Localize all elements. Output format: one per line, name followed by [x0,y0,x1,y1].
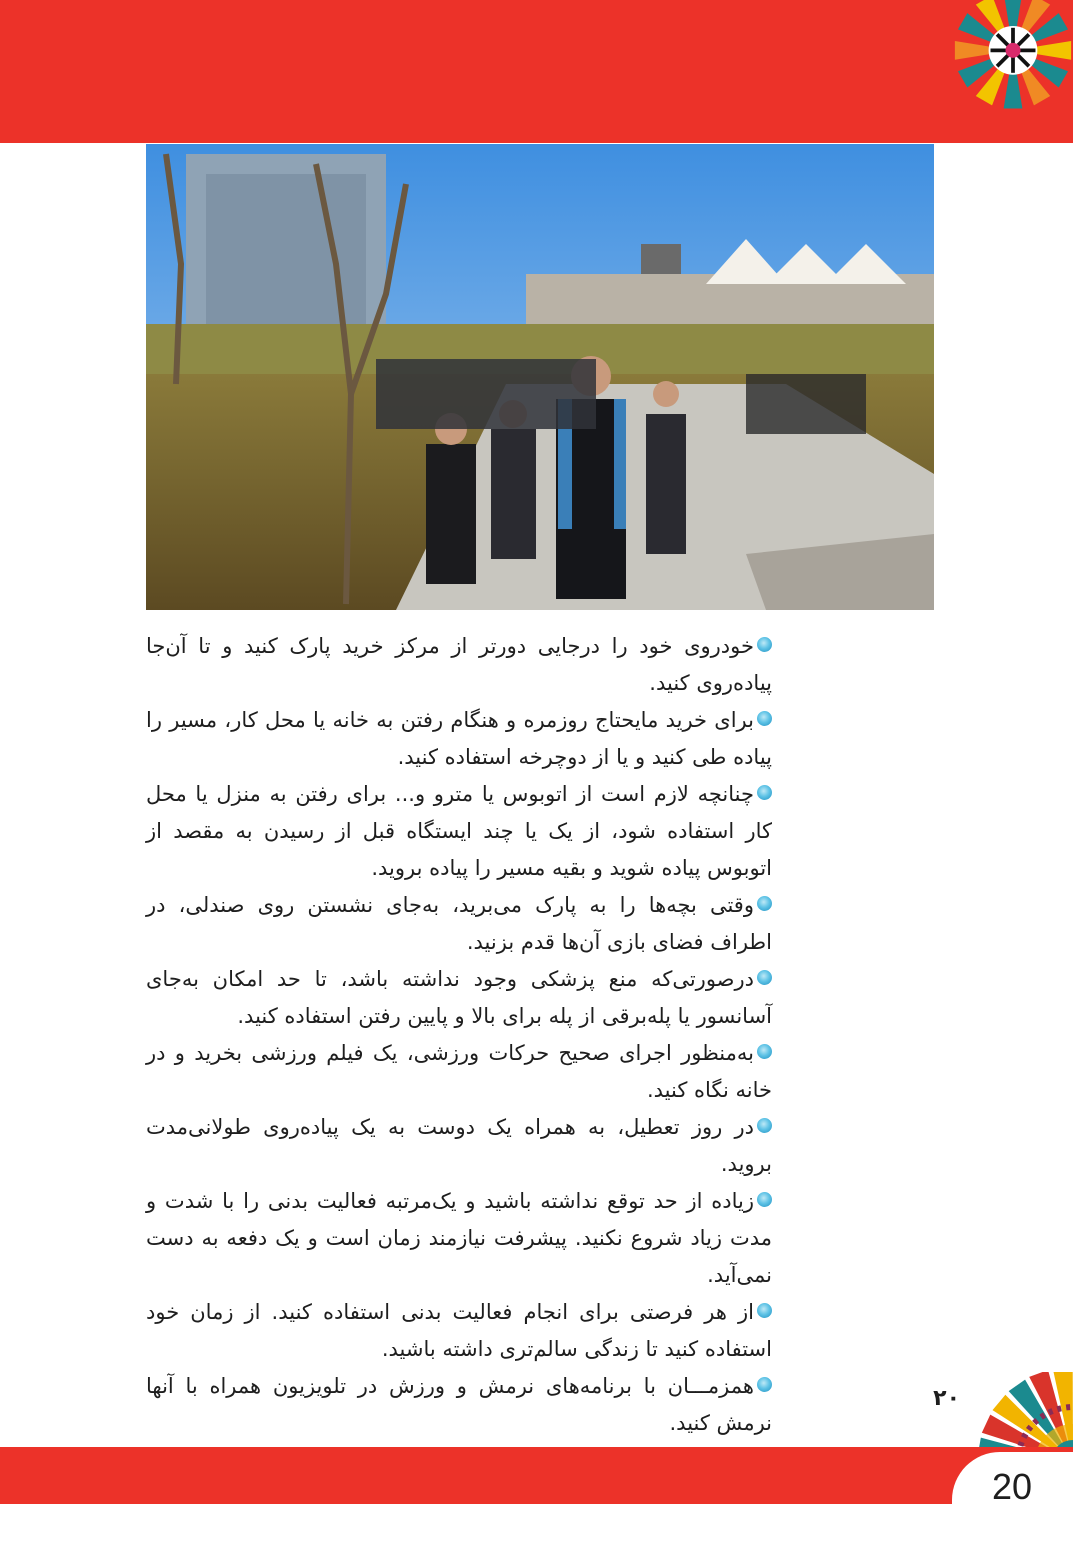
tip-item-4 [146,887,772,961]
globe-bullet-icon [757,1192,772,1207]
tip-text: درصورتی‌که منع پزشکی وجود نداشته باشد، تا حد امکان به‌جای آسانسور یا پله‌برقی از پله برای بالا و پایین رفتن استفاده کنید. [146,967,772,1028]
globe-bullet-icon [757,1118,772,1133]
top-red-band [0,0,1073,143]
tip-item-5 [146,961,772,1035]
tip-item-1 [146,628,772,702]
page-number-persian: ۲۰ [933,1386,960,1411]
tip-item-3 [146,776,772,887]
globe-bullet-icon [757,1377,772,1392]
tip-item-2 [146,702,772,776]
tip-item-10 [146,1368,772,1442]
globe-bullet-icon [757,785,772,800]
bottom-red-band [0,1447,1073,1504]
rosette-ornament-top [928,0,1073,130]
tip-text: از هر فرصتی برای انجام فعالیت بدنی استفاده کنید. از زمان خود استفاده کنید تا زندگی سالم‌تری داشته باشید. [146,1300,772,1361]
globe-bullet-icon [757,711,772,726]
tip-item-9 [146,1294,772,1368]
tip-text: وقتی بچه‌ها را به پارک می‌برید، به‌جای نشستن روی صندلی، در اطراف فضای بازی آن‌ها قدم بزنید. [146,893,772,954]
globe-bullet-icon [757,1044,772,1059]
park-walking-photo [146,144,934,610]
tip-text: چنانچه لازم است از اتوبوس یا مترو و... برای رفتن به منزل یا محل کار استفاده شود، از یک یا چند ایستگاه قبل از رسیدن به مقصد از اتوبوس پیاده شوید و بقیه مسیر را پیاده بروید. [146,782,772,880]
photo-illustration [146,144,934,610]
tips-list [146,628,772,1442]
tip-item-6 [146,1035,772,1109]
tip-item-7 [146,1109,772,1183]
tip-text: زیاده از حد توقع نداشته باشید و یک‌مرتبه فعالیت بدنی را با شدت و مدت زیاد شروع نکنید. پیشرفت نیازمند زمان است و یک دفعه به دست نمی‌آید. [146,1189,772,1287]
globe-bullet-icon [757,637,772,652]
tip-text: در روز تعطیل، به همراه یک دوست به یک پیاده‌روی طولانی‌مدت بروید. [146,1115,772,1176]
globe-bullet-icon [757,970,772,985]
globe-bullet-icon [757,896,772,911]
tip-text: همزمـــان با برنامه‌های نرمش و ورزش در تلویزیون همراه با آنها نرمش کنید. [146,1374,772,1435]
tip-text: به‌منظور اجرای صحیح حرکات ورزشی، یک فیلم ورزشی بخرید و در خانه نگاه کنید. [146,1041,772,1102]
tip-text: خودروی خود را درجایی دورتر از مرکز خرید پارک کنید و تا آن‌جا پیاده‌روی کنید. [146,634,772,695]
tip-text: برای خرید مایحتاج روزمره و هنگام رفتن به خانه یا محل کار، مسیر را پیاده طی کنید و یا از دوچرخه استفاده کنید. [146,708,772,769]
globe-bullet-icon [757,1303,772,1318]
tip-item-8 [146,1183,772,1294]
page-number: 20 [992,1466,1033,1507]
